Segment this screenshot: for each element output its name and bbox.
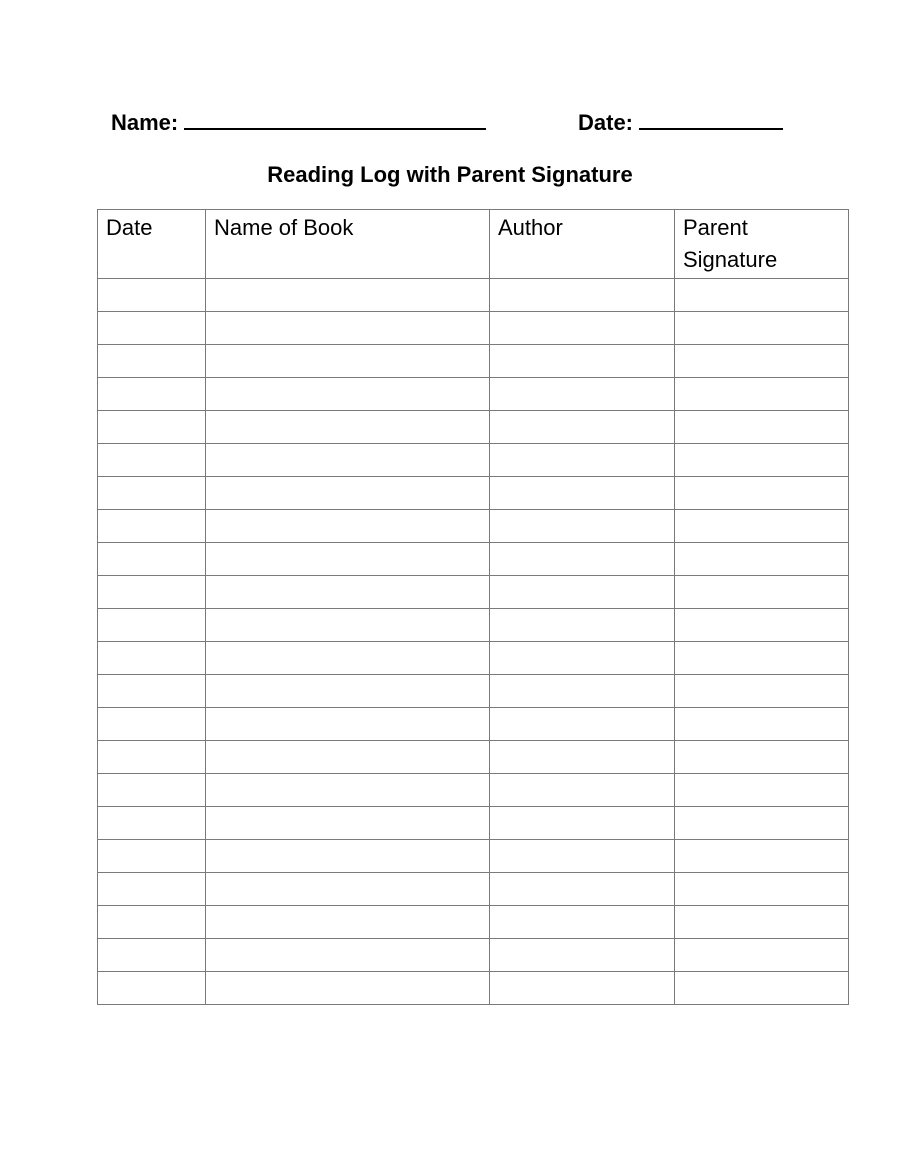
date-cell[interactable] xyxy=(98,840,206,873)
date-cell[interactable] xyxy=(98,972,206,1005)
date-label: Date: xyxy=(578,110,634,135)
author-cell[interactable] xyxy=(490,642,675,675)
author-cell[interactable] xyxy=(490,312,675,345)
parent-signature-cell[interactable] xyxy=(675,510,849,543)
table-row xyxy=(98,576,849,609)
parent-signature-cell[interactable] xyxy=(675,312,849,345)
author-cell[interactable] xyxy=(490,741,675,774)
column-header-author: Author xyxy=(490,210,675,279)
book-name-cell[interactable] xyxy=(206,642,490,675)
date-cell[interactable] xyxy=(98,906,206,939)
table-header-row xyxy=(98,210,849,279)
date-cell[interactable] xyxy=(98,675,206,708)
date-cell[interactable] xyxy=(98,510,206,543)
book-name-cell[interactable] xyxy=(206,708,490,741)
table-row xyxy=(98,708,849,741)
date-cell[interactable] xyxy=(98,543,206,576)
table-row xyxy=(98,510,849,543)
table-row xyxy=(98,477,849,510)
parent-signature-cell[interactable] xyxy=(675,774,849,807)
parent-signature-cell[interactable] xyxy=(675,345,849,378)
parent-signature-cell[interactable] xyxy=(675,444,849,477)
date-cell[interactable] xyxy=(98,576,206,609)
date-field[interactable] xyxy=(578,106,783,140)
name-field[interactable] xyxy=(111,106,486,140)
parent-signature-cell[interactable] xyxy=(675,708,849,741)
table-row xyxy=(98,609,849,642)
author-cell[interactable] xyxy=(490,543,675,576)
author-cell[interactable] xyxy=(490,774,675,807)
author-cell[interactable] xyxy=(490,345,675,378)
table-row xyxy=(98,543,849,576)
parent-signature-cell[interactable] xyxy=(675,741,849,774)
book-name-cell[interactable] xyxy=(206,741,490,774)
author-cell[interactable] xyxy=(490,807,675,840)
table-row xyxy=(98,939,849,972)
author-cell[interactable] xyxy=(490,576,675,609)
date-cell[interactable] xyxy=(98,279,206,312)
parent-signature-cell[interactable] xyxy=(675,378,849,411)
date-cell[interactable] xyxy=(98,774,206,807)
author-cell[interactable] xyxy=(490,972,675,1005)
date-cell[interactable] xyxy=(98,642,206,675)
parent-signature-cell[interactable] xyxy=(675,279,849,312)
book-name-cell[interactable] xyxy=(206,576,490,609)
parent-signature-cell[interactable] xyxy=(675,675,849,708)
author-cell[interactable] xyxy=(490,906,675,939)
table-row xyxy=(98,444,849,477)
date-cell[interactable] xyxy=(98,807,206,840)
book-name-cell[interactable] xyxy=(206,411,490,444)
book-name-cell[interactable] xyxy=(206,972,490,1005)
author-cell[interactable] xyxy=(490,444,675,477)
date-cell[interactable] xyxy=(98,345,206,378)
date-cell[interactable] xyxy=(98,741,206,774)
author-cell[interactable] xyxy=(490,609,675,642)
book-name-cell[interactable] xyxy=(206,444,490,477)
parent-signature-cell[interactable] xyxy=(675,939,849,972)
table-row xyxy=(98,642,849,675)
date-cell[interactable] xyxy=(98,609,206,642)
date-cell[interactable] xyxy=(98,378,206,411)
parent-signature-cell[interactable] xyxy=(675,873,849,906)
name-label: Name: xyxy=(111,110,179,135)
book-name-cell[interactable] xyxy=(206,939,490,972)
date-cell[interactable] xyxy=(98,444,206,477)
author-cell[interactable] xyxy=(490,939,675,972)
date-cell[interactable] xyxy=(98,411,206,444)
author-cell[interactable] xyxy=(490,708,675,741)
author-cell[interactable] xyxy=(490,411,675,444)
book-name-cell[interactable] xyxy=(206,279,490,312)
table-row xyxy=(98,675,849,708)
table-row xyxy=(98,279,849,312)
table-row xyxy=(98,906,849,939)
book-name-cell[interactable] xyxy=(206,840,490,873)
book-name-cell[interactable] xyxy=(206,906,490,939)
parent-signature-cell[interactable] xyxy=(675,840,849,873)
parent-signature-cell[interactable] xyxy=(675,906,849,939)
table-row xyxy=(98,840,849,873)
parent-signature-cell[interactable] xyxy=(675,576,849,609)
table-row xyxy=(98,873,849,906)
column-header-book-name: Name of Book xyxy=(206,210,490,279)
table-row xyxy=(98,312,849,345)
column-header-parent-signature: Parent Signature xyxy=(675,210,849,279)
author-cell[interactable] xyxy=(490,477,675,510)
document-title: Reading Log with Parent Signature xyxy=(267,162,633,187)
book-name-cell[interactable] xyxy=(206,477,490,510)
parent-signature-cell[interactable] xyxy=(675,972,849,1005)
book-name-cell[interactable] xyxy=(206,774,490,807)
date-cell[interactable] xyxy=(98,312,206,345)
book-name-cell[interactable] xyxy=(206,807,490,840)
book-name-cell[interactable] xyxy=(206,345,490,378)
author-cell[interactable] xyxy=(490,510,675,543)
date-cell[interactable] xyxy=(98,939,206,972)
book-name-cell[interactable] xyxy=(206,378,490,411)
book-name-cell[interactable] xyxy=(206,543,490,576)
table-row xyxy=(98,741,849,774)
table-row xyxy=(98,345,849,378)
parent-signature-cell[interactable] xyxy=(675,642,849,675)
date-blank-line[interactable] xyxy=(639,106,783,130)
parent-signature-cell[interactable] xyxy=(675,477,849,510)
book-name-cell[interactable] xyxy=(206,510,490,543)
table-row xyxy=(98,378,849,411)
parent-signature-cell[interactable] xyxy=(675,609,849,642)
parent-signature-cell[interactable] xyxy=(675,807,849,840)
book-name-cell[interactable] xyxy=(206,609,490,642)
date-cell[interactable] xyxy=(98,708,206,741)
author-cell[interactable] xyxy=(490,840,675,873)
book-name-cell[interactable] xyxy=(206,312,490,345)
date-cell[interactable] xyxy=(98,477,206,510)
author-cell[interactable] xyxy=(490,873,675,906)
column-header-date: Date xyxy=(98,210,206,279)
book-name-cell[interactable] xyxy=(206,873,490,906)
author-cell[interactable] xyxy=(490,378,675,411)
table-row xyxy=(98,807,849,840)
book-name-cell[interactable] xyxy=(206,675,490,708)
author-cell[interactable] xyxy=(490,279,675,312)
name-blank-line[interactable] xyxy=(184,106,486,130)
author-cell[interactable] xyxy=(490,675,675,708)
reading-log-table xyxy=(97,209,849,1005)
date-cell[interactable] xyxy=(98,873,206,906)
parent-signature-cell[interactable] xyxy=(675,543,849,576)
table-body xyxy=(98,279,849,1005)
table-row xyxy=(98,411,849,444)
table-row xyxy=(98,774,849,807)
table-row xyxy=(98,972,849,1005)
parent-signature-cell[interactable] xyxy=(675,411,849,444)
